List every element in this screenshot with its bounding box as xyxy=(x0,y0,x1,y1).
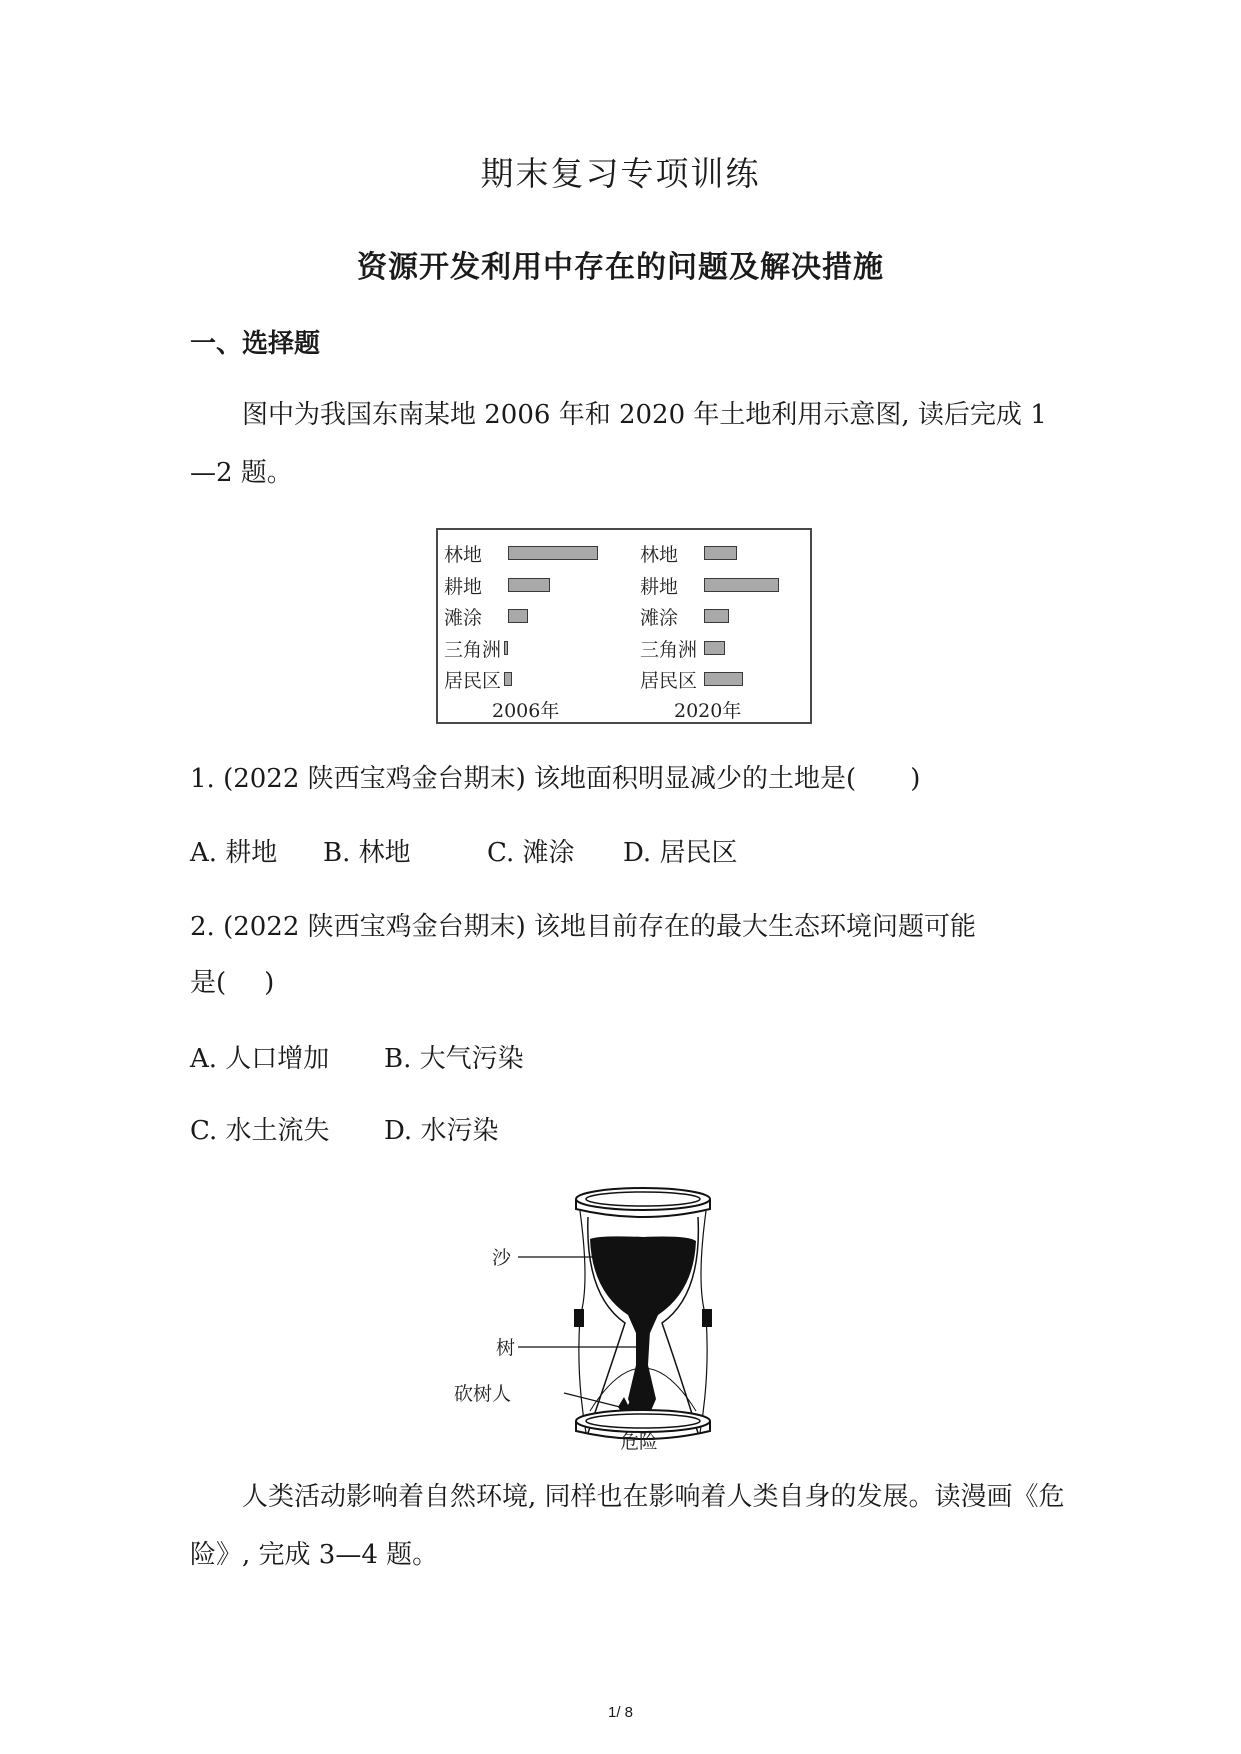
bar-2006-4 xyxy=(504,672,512,686)
page-subtitle: 资源开发利用中存在的问题及解决措施 xyxy=(357,250,884,285)
q2-option-b[interactable]: B. 大气污染 xyxy=(384,1044,524,1074)
year-label-2020: 2020年 xyxy=(674,700,742,722)
category-label-2020-1: 耕地 xyxy=(640,575,679,598)
question-2-options-row-2 xyxy=(190,1110,690,1146)
question-1 xyxy=(190,758,920,795)
intro-paragraph-1: 图中为我国东南某地 2006 年和 2020 年土地利用示意图, 读后完成 1—2 题。 xyxy=(190,400,1047,488)
category-label-2006-3: 三角洲 xyxy=(444,638,502,661)
bar-2020-4 xyxy=(704,672,743,686)
question-2-options-row-1 xyxy=(190,1038,690,1074)
question-1-close: ) xyxy=(910,764,921,794)
intro-paragraph-2: 人类活动影响着自然环境, 同样也在影响着人类自身的发展。读漫画《危险》, 完成 3—4 题。 xyxy=(190,1482,1065,1570)
page-title: 期末复习专项训练 xyxy=(480,154,761,193)
bar-2006-2 xyxy=(508,609,528,623)
hourglass-cartoon xyxy=(454,1175,780,1455)
q2-option-c[interactable]: C. 水土流失 xyxy=(190,1116,330,1146)
q1-option-a[interactable]: A. 耕地 xyxy=(190,838,278,868)
label-tree-cutter: 砍树人 xyxy=(454,1383,512,1405)
cartoon-caption: 危险 xyxy=(620,1431,659,1453)
category-label-2006-0: 林地 xyxy=(444,544,483,566)
category-label-2020-0: 林地 xyxy=(640,544,679,566)
q2-option-d[interactable]: D. 水污染 xyxy=(384,1116,499,1146)
question-1-options xyxy=(190,832,890,868)
label-tree: 树 xyxy=(496,1337,516,1359)
q1-option-c[interactable]: C. 滩涂 xyxy=(487,838,575,868)
question-1-stem: 1. (2022 陕西宝鸡金台期末) 该地面积明显减少的土地是( xyxy=(190,764,857,794)
page-number: 1/ 8 xyxy=(607,1704,634,1721)
category-label-2020-2: 滩涂 xyxy=(640,607,679,629)
bar-2006-1 xyxy=(508,578,550,592)
question-2-close: ) xyxy=(264,968,275,998)
land-use-chart xyxy=(436,528,812,724)
category-label-2020-4: 居民区 xyxy=(640,670,698,692)
question-2-line-1: 2. (2022 陕西宝鸡金台期末) 该地目前存在的最大生态环境问题可能 xyxy=(190,912,977,942)
bar-2020-1 xyxy=(704,578,779,592)
q1-option-d[interactable]: D. 居民区 xyxy=(623,838,738,868)
bar-2020-0 xyxy=(704,546,737,560)
question-2-stem-end: 是( xyxy=(190,968,227,998)
q2-option-a[interactable]: A. 人口增加 xyxy=(190,1044,330,1074)
question-2-line-2 xyxy=(190,962,274,999)
section-heading: 一、选择题 xyxy=(190,329,321,359)
category-label-2006-4: 居民区 xyxy=(444,670,502,692)
hourglass-illustration xyxy=(490,1175,780,1455)
bar-2006-3 xyxy=(504,641,508,655)
bar-2020-2 xyxy=(704,609,729,623)
year-label-2006: 2006年 xyxy=(492,700,560,722)
q1-option-b[interactable]: B. 林地 xyxy=(323,838,411,868)
category-label-2006-2: 滩涂 xyxy=(444,607,483,629)
bar-2020-3 xyxy=(704,641,725,655)
bar-2006-0 xyxy=(508,546,598,560)
label-sand: 沙 xyxy=(492,1247,512,1269)
category-label-2020-3: 三角洲 xyxy=(640,638,698,661)
category-label-2006-1: 耕地 xyxy=(444,575,483,598)
